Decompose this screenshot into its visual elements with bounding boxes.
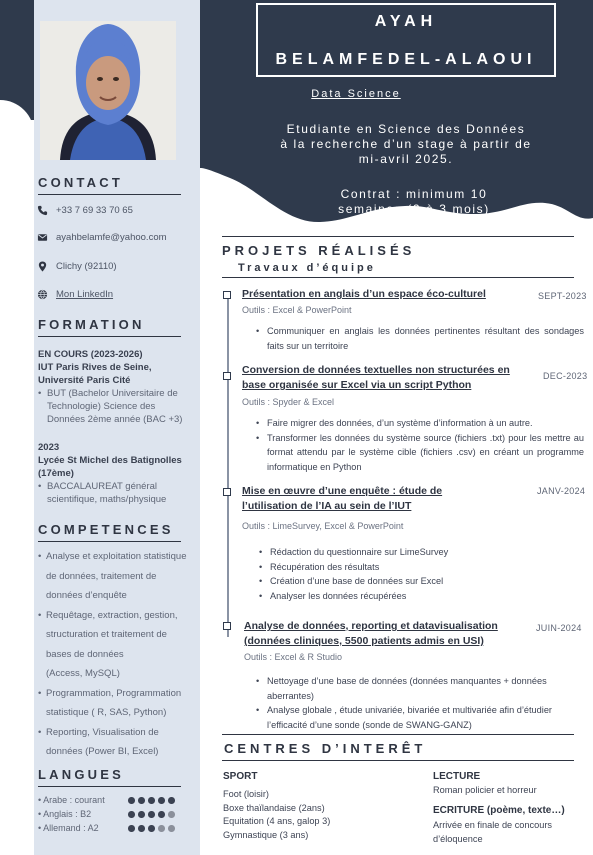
level-dot-filled (148, 811, 155, 818)
language-level-dots (128, 825, 175, 832)
project-bullet: • Analyser les données récupérées (259, 589, 587, 604)
name-last: BELAMFEDEL-ALAOUI (275, 51, 537, 68)
project-title: Mise en œuvre d’une enquête : étude de l’utilisation de l’IA au sein de l’IUT (242, 485, 443, 512)
project-bullets (259, 545, 587, 603)
level-dot-filled (168, 797, 175, 804)
project-bullets (256, 416, 584, 474)
language-label: Allemand : A2 (43, 823, 99, 833)
project-tools: Outils : Excel & R Studio (244, 652, 343, 662)
interests-section-title: CENTRES D’INTERÊT (224, 741, 427, 756)
project-date: DEC-2023 (543, 371, 588, 381)
timeline-marker (223, 372, 231, 380)
interest-list: Foot (loisir) Boxe thaïlandaise (2ans) Equitation (4 ans, galop 3) Gymnastique (3 ans) (223, 789, 331, 840)
projects-subtitle: Travaux d’équipe (238, 262, 376, 274)
profile-intro: Etudiante en Science des Données à la recherche d’un stage à partir de mi-avril 2025. (280, 122, 532, 166)
skill-line: de données, traitement de (46, 570, 157, 582)
language-level-dots (128, 811, 175, 818)
project-title: Analyse de données, reporting et datavisualisation (données cliniques, 5500 patients admis en USI) (244, 620, 498, 647)
skill-line: • Programmation, Programmation (38, 687, 182, 699)
project-bullet: • Récupération des résultats (259, 560, 587, 575)
project-date: JANV-2024 (537, 486, 586, 496)
contact-email-text[interactable]: ayahbelamfe@yahoo.com (56, 231, 167, 243)
skill-line: • Analyse et exploitation statistique (38, 551, 187, 562)
project-tools: Outils : Excel & PowerPoint (242, 305, 352, 315)
profile-photo (40, 21, 176, 160)
project-bullet: • Création d’une base de données sur Excel (259, 574, 587, 589)
language-row: • Anglais : B2 (38, 809, 188, 822)
location-pin-icon (37, 261, 48, 272)
level-dot-filled (158, 797, 165, 804)
competences-section-title: COMPETENCES (38, 522, 174, 537)
projects-top-rule (222, 236, 574, 237)
formation-detail: Données 2ème année (BAC +3) (47, 414, 183, 425)
contract-duration: Contrat : minimum 10 semaines (2 à 3 mois) (338, 187, 490, 216)
name-box (256, 3, 556, 77)
language-label: Anglais : B2 (43, 809, 92, 819)
level-dot-filled (138, 797, 145, 804)
project-bullet: • Communiquer en anglais les données pertinentes résultant des sondages faits sur un territoire (256, 324, 584, 353)
project-title: Conversion de données textuelles non structurées en base organisée sur Excel via un script Python (242, 364, 510, 391)
phone-icon (37, 205, 48, 216)
skill-line: données d’enquête (46, 590, 127, 601)
interest-heading: LECTURE (433, 771, 481, 782)
formation-entry-1 (38, 348, 198, 426)
project-bullets (256, 324, 584, 353)
contact-location-text: Clichy (92110) (56, 260, 117, 272)
level-dot-filled (128, 811, 135, 818)
interest-list: Arrivée en finale de concours d’éloquence (433, 820, 552, 844)
formation-divider (38, 336, 181, 337)
formation-school: Lycée St Michel des Batignolles (17ème) (38, 455, 182, 479)
level-dot-empty (168, 825, 175, 832)
interest-heading: SPORT (223, 771, 258, 782)
language-row: • Arabe : courant (38, 795, 188, 808)
contact-linkedin[interactable] (37, 286, 113, 302)
projects-rule (222, 277, 574, 278)
formation-section-title: FORMATION (38, 317, 145, 332)
level-dot-filled (128, 797, 135, 804)
skill-line: statistique ( R, SAS, Python) (46, 707, 167, 718)
level-dot-filled (148, 825, 155, 832)
formation-detail: Technologie) Science des (47, 401, 156, 412)
project-bullets (256, 674, 556, 732)
contact-email (37, 229, 167, 245)
skill-line: • Requêtage, extraction, gestion, (38, 609, 178, 621)
level-dot-empty (168, 811, 175, 818)
profile-subtitle: Data Science (311, 88, 401, 100)
competences-divider (38, 541, 181, 542)
skill-line: structuration et traitement de (46, 629, 167, 640)
project-bullet: • Faire migrer des données, d’un système d’information à un autre. (256, 416, 584, 431)
globe-icon (37, 289, 48, 300)
formation-school: IUT Paris Rives de Seine, Université Paris Cité (38, 362, 152, 386)
timeline-marker (223, 488, 231, 496)
contact-location (37, 258, 117, 274)
linkedin-link[interactable]: Mon LinkedIn (56, 288, 114, 300)
skill-line: • Reporting, Visualisation de (38, 726, 159, 738)
name-first: AYAH (374, 13, 438, 30)
project-bullet: • Transformer les données du système source (fichiers .txt) pour les mettre au format attendu par le système cible (fichiers .csv) en créant un programme informatique en Python (256, 431, 584, 475)
formation-detail: scientifique, maths/physique (47, 494, 167, 505)
langues-section-title: LANGUES (38, 767, 124, 782)
level-dot-filled (138, 825, 145, 832)
formation-period: 2023 (38, 442, 60, 453)
interest-list: Roman policier et horreur (433, 785, 537, 795)
project-date: SEPT-2023 (538, 291, 587, 301)
projects-timeline (227, 295, 229, 637)
formation-detail: • BACCALAUREAT général (38, 481, 158, 492)
level-dot-filled (128, 825, 135, 832)
level-dot-empty (158, 825, 165, 832)
skill-line: données (Power BI, Excel) (46, 746, 159, 757)
interests-top-rule (222, 734, 574, 735)
formation-period: EN COURS (2023-2026) (38, 349, 143, 360)
level-dot-filled (138, 811, 145, 818)
skill-line: bases de données (46, 648, 124, 660)
project-tools: Outils : LimeSurvey, Excel & PowerPoint (242, 521, 404, 531)
skill-line: (Access, MySQL) (46, 668, 120, 679)
contact-phone-text: +33 7 69 33 70 65 (56, 204, 133, 216)
interest-heading: ECRITURE (poème, texte…) (433, 805, 565, 816)
project-title: Présentation en anglais d’un espace éco-culturel (242, 288, 486, 300)
contact-section-title: CONTACT (38, 175, 123, 190)
interests-rule (222, 760, 574, 761)
project-date: JUIN-2024 (536, 623, 582, 633)
timeline-marker (223, 622, 231, 630)
language-label: Arabe : courant (43, 795, 105, 805)
project-bullet: • Analyse globale , étude univariée, bivariée et multivariée afin d’étudier l’efficacité d’une sonde (sonde de SWANG-GANZ) (256, 703, 556, 732)
contact-phone (37, 202, 133, 218)
language-level-dots (128, 797, 175, 804)
formation-detail: • BUT (Bachelor Universitaire de (38, 388, 178, 399)
timeline-marker (223, 291, 231, 299)
language-row: • Allemand : A2 (38, 823, 188, 836)
project-bullet: • Nettoyage d’une base de données (données manquantes + données aberrantes) (256, 674, 556, 703)
project-tools: Outils : Spyder & Excel (242, 397, 335, 407)
langues-divider (38, 786, 181, 787)
contact-divider (38, 194, 181, 195)
project-bullet: • Rédaction du questionnaire sur LimeSurvey (259, 545, 587, 560)
level-dot-filled (148, 797, 155, 804)
projects-section-title: PROJETS RÉALISÉS (222, 243, 416, 258)
formation-entry-2 (38, 441, 198, 506)
mail-icon (37, 232, 48, 243)
level-dot-filled (158, 811, 165, 818)
competences-list (38, 547, 198, 762)
